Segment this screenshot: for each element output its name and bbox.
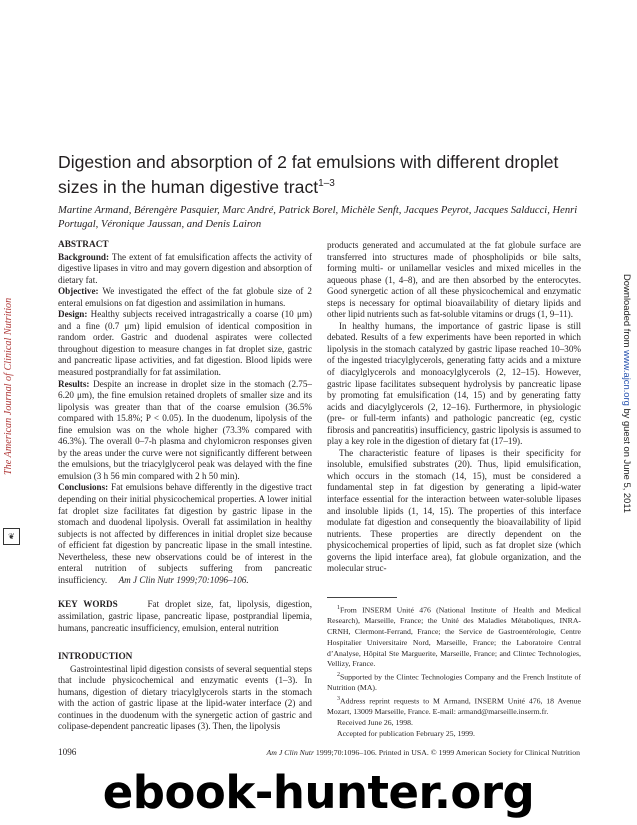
abstract-results <box>58 379 312 483</box>
results-label: Results: <box>58 378 90 389</box>
results-text: Despite an increase in droplet size in the stomach (2.75–6.20 μm), the fine emulsion retained droplets of smaller size and its lipolysis was greater than that of the coarse emulsion (36.5% compared with 15.8%; P < 0.05). In the duodenum, lipolysis of the fine emulsion was on the whole higher (73.3% compared with 46.3%). The overall 0–7-h plasma and chylomicron responses given by the areas under the curve were not significantly different between the emulsions, but the triacylglycerol peak was delayed with the fine emulsion (3 h 56 min compared with 2 h 50 min). <box>58 378 312 481</box>
footnote-3 <box>327 694 581 718</box>
design-label: Design: <box>58 309 88 320</box>
abstract-design <box>58 309 312 378</box>
footnote-1-mark: 1 <box>337 605 340 611</box>
title-text: Digestion and absorption of 2 fat emulsions with different droplet sizes in the human digestive tract <box>58 152 559 197</box>
conclusions-label: Conclusions: <box>58 482 109 493</box>
body-paragraph-1: products generated and accumulated at the fat globule surface are transferred into structures made of phospholipids or bile salts, forming multi- or unilamellar vesicles and mixed micelles in the aqueous phase (1, 4–8), and are then absorbed by the enterocytes. Good synergetic action of all these physicochemical and enzymatic steps is necessary for optimal bioavailability of dietary lipids and other lipid nutrients such as fat-soluble vitamins or drugs (1, 9–11). <box>327 240 581 320</box>
body-paragraph-3: The characteristic feature of lipases is their specificity for insoluble, emulsified substrates (20). Thus, lipid emulsification, which occurs in the stomach (14, 15), must be considered a fundamental step in fat digestion by generating a lipid-water interface essential for the interaction between water-soluble lipases and insoluble lipids (1, 14, 15). The properties of this interface modulate fat digestion and consequently the bioavailability of lipid nutrients. These properties are directly dependent on the physicochemical properties of lipid, such as fat droplet size (which governs the lipid interface area), fat globule organization, and the molecular struc- <box>327 447 581 574</box>
footnote-3-text: Address reprint requests to M Armand, INSERM Unité 476, 18 Avenue Mozart, 13009 Marseille, France. E-mail: armand@marseille.inserm.fr. <box>327 696 581 717</box>
background-text: The extent of fat emulsification affects the activity of digestive lipases in vitro and may govern digestion and absorption of dietary fat. <box>58 251 312 285</box>
footnote-1-text: From INSERM Unité 476 (National Institute of Health and Medical Research), Marseille, France; the Unité des Maladies Métaboliques, INRA-CRNH, Clermont-Ferrand, France; the Service de Gastroentérologie, Centre Hospitalier Universitaire Nord, Marseille, France; the Laboratoire Central d’Analyse, Hôpital Ste Marguerite, Marseille, France; and Clintec Technologies, Vellizy, France. <box>327 605 581 669</box>
download-suffix: by guest on June 5, 2011 <box>622 405 633 514</box>
download-notice <box>619 274 633 654</box>
introduction-heading: INTRODUCTION <box>58 652 133 663</box>
keywords-text: Fat droplet size, fat, lipolysis, digestion, assimilation, gastric lipase, pancreatic lipase, postprandial lipemia, humans, pancreatic insufficiency, emulsion, enteral nutrition <box>58 599 312 633</box>
footnote-2-mark: 2 <box>337 672 340 679</box>
footnote-2 <box>327 670 581 694</box>
body-paragraph-2: In healthy humans, the importance of gastric lipase is still debated. Results of a few experiments have been reported in which lipolysis in the stomach catalyzed by gastric lipase reached 10–30% of the ingested triacylglycerols, generating fatty acids and a mixture of diacylglycerols and monoacylglycerols (2, 12–15). However, gastric lipase facilitates subsequent hydrolysis by pancreatic lipase by promoting fat emulsification (14, 15) and by generating fatty acids and diacylglycerols (2, 12–16). Furthermore, in physiologic (pre- or full-term infants) and pathologic pancreatic (eg, cystic fibrosis and pancreatitis) insufficiency, gastric lipolysis is assumed to play a key role in the digestion of dietary fat (17–19). <box>327 320 581 447</box>
article-title <box>58 152 588 198</box>
footnote-2-text: Supported by the Clintec Technologies Company and the French Institute of Nutrition (MA). <box>327 672 581 693</box>
footnote-divider <box>327 597 397 598</box>
right-column <box>327 240 581 575</box>
page-number: 1096 <box>58 747 77 757</box>
abstract-heading: ABSTRACT <box>58 240 109 250</box>
keywords <box>58 599 312 634</box>
design-text: Healthy subjects received intragastrically a coarse (10 μm) and a fine (0.7 μm) lipid emulsion of identical composition in random order. Gastric and duodenal aspirates were collected throughout digestion to measure changes in fat droplet size, gastric and pancreatic lipase activities, and fat digestion. Blood lipids were measured postprandially for fat assimilation. <box>58 309 312 378</box>
watermark-text: ebook-hunter.org <box>102 766 535 819</box>
ajcn-link[interactable]: www.ajcn.org <box>622 350 633 406</box>
footnotes <box>327 603 581 740</box>
footnote-1 <box>327 603 581 670</box>
background-label: Background: <box>58 251 110 262</box>
download-prefix: Downloaded from <box>622 274 633 351</box>
footnote-3-mark: 3 <box>337 696 340 703</box>
accepted-date: Accepted for publication February 25, 1999. <box>337 728 475 738</box>
objective-label: Objective: <box>58 286 99 297</box>
abstract-citation: Am J Clin Nutr 1999;70:1096–106. <box>118 574 249 585</box>
conclusions-text: Fat emulsions behave differently in the digestive tract depending on their initial physicochemical properties. A lower initial fat droplet size facilitates fat digestion by gastric lipase in the stomach and duodenal lipolysis. Overall fat assimilation in healthy subjects is not affected by differences in initial droplet size because of efficient fat digestion by pancreatic lipase in the small intestine. Nevertheless, these new observations could be of interest in the enteral nutrition of subjects suffering from pancreatic insufficiency. <box>58 482 312 585</box>
keywords-label: KEY WORDS <box>58 599 118 610</box>
abstract-objective <box>58 286 312 309</box>
footer-details: 1999;70:1096–106. Printed in USA. © 1999 American Society for Clinical Nutrition <box>313 748 580 757</box>
title-footnote-marks: 1–3 <box>318 178 335 189</box>
author-list: Martine Armand, Bérengère Pasquier, Marc André, Patrick Borel, Michèle Senft, Jacques Peyrot, Jacques Salducci, Henri Portugal, Véronique Jaussan, and Denis Lairon <box>58 205 578 230</box>
abstract-background <box>58 252 312 287</box>
abstract-conclusions <box>58 482 312 586</box>
left-column <box>58 240 312 733</box>
introduction-paragraph: Gastrointestinal lipid digestion consists of several sequential steps that include physicochemical and enzymatic events (1–3). In humans, digestion of dietary triacylglycerols starts in the stomach with the action of gastric lipase at the lipid-water interface (2) and continues in the duodenum with the synergetic action of gastric and colipase-dependent pancreatic lipases (3). Then, the lipolysis <box>58 663 312 732</box>
journal-logo-icon: ❦ <box>3 528 20 545</box>
footer-journal: Am J Clin Nutr <box>266 748 314 757</box>
journal-name-margin: The American Journal of Clinical Nutrition <box>3 297 14 475</box>
running-footer <box>267 748 580 757</box>
objective-text: We investigated the effect of the fat globule size of 2 enteral emulsions on fat digestion and assimilation in humans. <box>58 286 312 308</box>
received-date: Received June 26, 1998. <box>337 718 413 728</box>
